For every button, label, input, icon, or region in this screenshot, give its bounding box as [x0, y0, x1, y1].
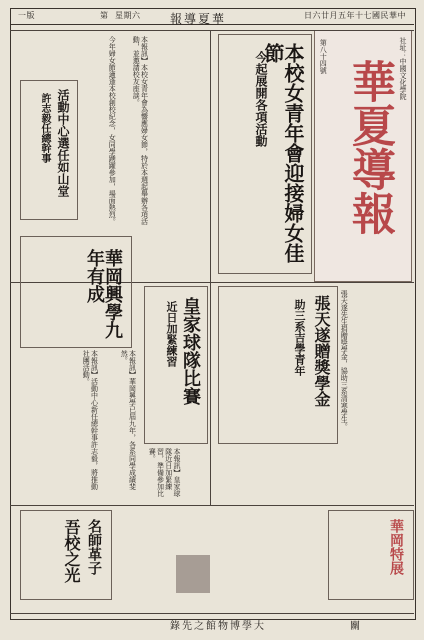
headline-teacher-2: 吾校之光	[62, 519, 81, 583]
headline-team: 皇家球隊比賽	[180, 297, 201, 405]
headline-block-hwagang	[20, 236, 132, 348]
headline-women-association: 本校女青年會迎接婦女佳節	[261, 43, 305, 263]
top-line	[10, 8, 414, 25]
page-label-left: 一版	[18, 11, 35, 20]
headline-block-exhibition	[328, 510, 414, 600]
photo	[176, 555, 210, 593]
article-column-1: 本報訊】本校女青年會為響應婦女節，特於本週起舉辦各項活動，並邀請校友座談。	[132, 36, 149, 225]
article-column-3: 本報訊】華岡興學已屆九年，各系同學成績斐然。	[120, 350, 137, 490]
headline-teacher: 名師革子	[86, 519, 102, 575]
page-center-title: 報導夏華	[170, 12, 227, 26]
footer-text-right: 關	[350, 621, 362, 632]
page-label-middle-right: 星期六	[115, 11, 141, 20]
headline-hwagang: 華岡興學九年有成	[84, 249, 123, 339]
footer-text-left: 錄先之館物博學大	[170, 621, 266, 632]
page-date: 日六廿月五年十七國民華中	[304, 11, 406, 20]
article-column-5: 本報訊】皇家球隊近日加緊練習，準備參加比賽。	[148, 448, 181, 497]
page-label-middle-left: 第	[100, 11, 109, 20]
masthead-subtitle: 社址：中國文化學院	[399, 37, 407, 100]
subheadline-women-association: 今起展開各項活動	[254, 51, 268, 147]
headline-block-right	[218, 34, 312, 274]
headline-block-activity-center	[20, 80, 78, 220]
masthead	[314, 30, 412, 282]
headline-scholarship: 張天遂贈獎學金	[312, 295, 331, 407]
headline-activity-center: 活動中心選任如山堂	[56, 89, 70, 197]
headline-block-scholarship	[218, 286, 338, 444]
masthead-title: 華夏導報	[344, 59, 395, 235]
article-column-4: 本報訊】活動中心新任總幹事許志毅，將推動社團活動。	[82, 350, 99, 490]
headline-block-teacher	[20, 510, 112, 600]
footer	[10, 613, 414, 632]
subheadline-team: 近日加緊練習	[165, 301, 178, 367]
article-column-2: 今年婦女節適逢本校創校紀念，女同學踴躍參加，場面熱烈。	[108, 36, 117, 225]
article-column-6: 張天遂先生捐贈獎學金，協助三系清寒學生。	[340, 290, 349, 430]
issue-number: 第八十四號	[319, 39, 328, 74]
subheadline-scholarship: 助三系吉學青年	[293, 299, 306, 376]
headline-block-team	[144, 286, 208, 444]
headline-activity-center-2: 許志毅任總幹事	[39, 93, 50, 163]
headline-exhibition: 華岡特展	[388, 519, 404, 575]
